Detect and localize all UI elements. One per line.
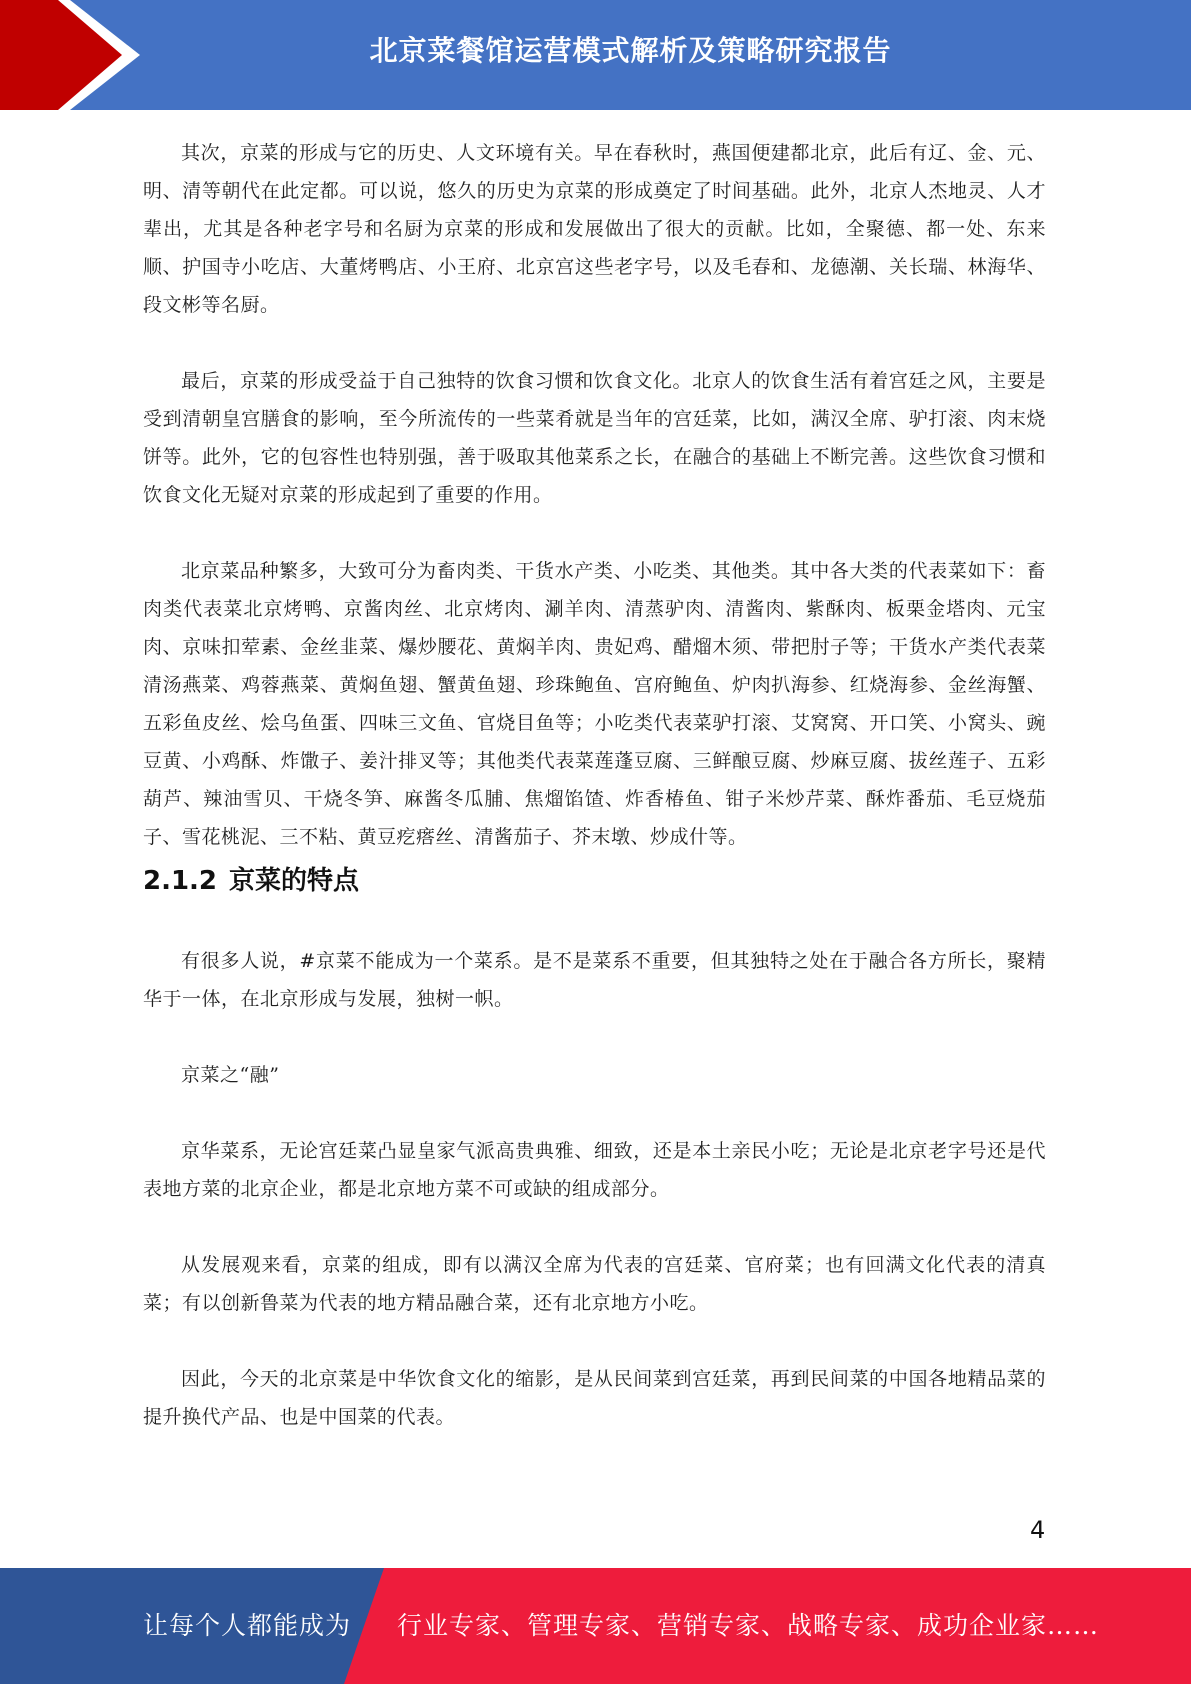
document-body: [143, 134, 1046, 1436]
paragraph-intro: 有很多人说，#京菜不能成为一个菜系。是不是菜系不重要，但其独特之处在于融合各方所长，聚精华于一体，在北京形成与发展，独树一帜。: [143, 950, 1046, 1010]
section-heading: [143, 856, 1046, 906]
paragraph-subheading-fusion: 京菜之“融”: [181, 1064, 280, 1086]
header-arrow-icon: [0, 0, 160, 110]
footer-slogan-right: 行业专家、管理专家、营销专家、战略专家、成功企业家……: [397, 1611, 1100, 1640]
footer-banner: [0, 1568, 1191, 1684]
paragraph-composition: 京华菜系，无论宫廷菜凸显皇家气派高贵典雅、细致，还是本土亲民小吃；无论是北京老字号还是代表地方菜的北京企业，都是北京地方菜不可或缺的组成部分。: [143, 1140, 1046, 1200]
paragraph-culture: 最后，京菜的形成受益于自己独特的饮食习惯和饮食文化。北京人的饮食生活有着宫廷之风，主要是受到清朝皇宫膳食的影响，至今所流传的一些菜肴就是当年的宫廷菜，比如，满汉全席、驴打滚、肉末烧饼等。此外，它的包容性也特别强，善于吸取其他菜系之长，在融合的基础上不断完善。这些饮食习惯和饮食文化无疑对京菜的形成起到了重要的作用。: [143, 370, 1046, 506]
header-banner: [0, 0, 1191, 110]
document-title: 北京菜餐馆运营模式解析及策略研究报告: [369, 34, 892, 67]
paragraph-development: 从发展观来看，京菜的组成，即有以满汉全席为代表的宫廷菜、官府菜；也有回满文化代表的清真菜；有以创新鲁菜为代表的地方精品融合菜，还有北京地方小吃。: [143, 1254, 1046, 1314]
paragraph-conclusion: 因此，今天的北京菜是中华饮食文化的缩影，是从民间菜到宫廷菜，再到民间菜的中国各地精品菜的提升换代产品、也是中国菜的代表。: [143, 1368, 1046, 1428]
section-number: 2.1.2: [143, 866, 218, 896]
footer-slogan-left: 让每个人都能成为: [143, 1611, 352, 1640]
page-number: 4: [1030, 1516, 1046, 1544]
section-title-text: 京菜的特点: [229, 866, 360, 896]
paragraph-dish-categories: 北京菜品种繁多，大致可分为畜肉类、干货水产类、小吃类、其他类。其中各大类的代表菜如下：畜肉类代表菜北京烤鸭、京酱肉丝、北京烤肉、涮羊肉、清蒸驴肉、清酱肉、紫酥肉、板栗金塔肉、元宝肉、京味扣荤素、金丝韭菜、爆炒腰花、黄焖羊肉、贵妃鸡、醋熘木须、带把肘子等；干货水产类代表菜清汤燕菜、鸡蓉燕菜、黄焖鱼翅、蟹黄鱼翅、珍珠鲍鱼、宫府鲍鱼、炉肉扒海参、红烧海参、金丝海蟹、五彩鱼皮丝、烩乌鱼蛋、四味三文鱼、官烧目鱼等；小吃类代表菜驴打滚、艾窝窝、开口笑、小窝头、豌豆黄、小鸡酥、炸馓子、姜汁排叉等；其他类代表菜莲蓬豆腐、三鲜酿豆腐、炒麻豆腐、拔丝莲子、五彩葫芦、辣油雪贝、干烧冬笋、麻酱冬瓜脯、焦熘馅馇、炸香椿鱼、钳子米炒芹菜、酥炸番茄、毛豆烧茄子、雪花桃泥、三不粘、黄豆疙瘩丝、清酱茄子、芥末墩、炒成什等。: [143, 560, 1046, 848]
paragraph-history: 其次，京菜的形成与它的历史、人文环境有关。早在春秋时，燕国便建都北京，此后有辽、金、元、明、清等朝代在此定都。可以说，悠久的历史为京菜的形成奠定了时间基础。此外，北京人杰地灵、人才辈出，尤其是各种老字号和名厨为京菜的形成和发展做出了很大的贡献。比如，全聚德、都一处、东来顺、护国寺小吃店、大董烤鸭店、小王府、北京宫这些老字号，以及毛春和、龙德潮、关长瑞、林海华、段文彬等名厨。: [143, 142, 1046, 316]
